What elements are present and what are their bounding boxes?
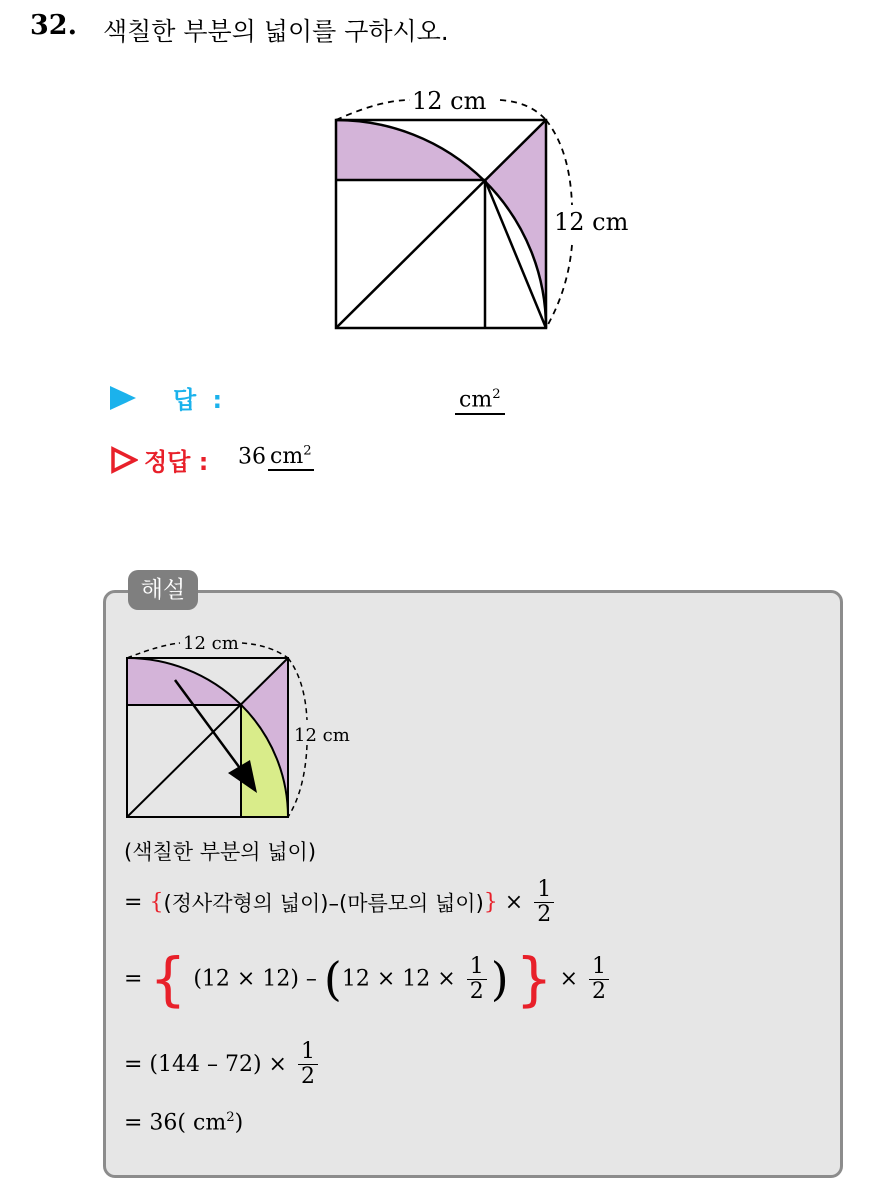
fraction-denominator: 2 xyxy=(469,978,484,1004)
solution-line-3 xyxy=(124,945,613,1013)
fraction-numerator: 1 xyxy=(467,955,487,980)
solution-top-label: 12 cm xyxy=(183,633,239,654)
correct-number: 36 xyxy=(238,444,266,470)
question-number: 32. xyxy=(30,10,77,41)
play-arrow-icon xyxy=(110,386,136,410)
top-label: 12 cm xyxy=(412,87,487,115)
big-open-paren: ( xyxy=(323,952,342,1006)
question-text: 색칠한 부분의 넓이를 구하시오. xyxy=(103,17,449,46)
solution-line-5 xyxy=(124,1110,243,1135)
side-label: 12 cm xyxy=(554,208,629,236)
outline-arrow-icon xyxy=(110,446,138,474)
fraction-denominator: 2 xyxy=(537,902,552,927)
solution-line-3-a: (12 × 12) – xyxy=(193,966,317,992)
solution-shaded-top xyxy=(127,658,241,705)
solution-side-label: 12 cm xyxy=(294,725,350,746)
solution-line-1: (색칠한 부분의 넓이) xyxy=(124,840,317,864)
fraction-denominator: 2 xyxy=(592,978,607,1004)
solution-figure xyxy=(120,625,380,825)
answer-unit-text: cm xyxy=(459,387,493,413)
big-close-brace: } xyxy=(515,945,553,1013)
solution-line-5-end: ) xyxy=(234,1110,244,1136)
open-brace: { xyxy=(149,890,164,915)
times-sign: × xyxy=(504,890,524,915)
solution-line-5-text: = 36( cm xyxy=(124,1110,227,1136)
solution-line-4 xyxy=(124,1040,322,1089)
solution-tag: 해설 xyxy=(128,570,198,610)
correct-label: 정답 : xyxy=(144,448,209,476)
big-close-paren: ) xyxy=(490,952,509,1006)
times-sign: × xyxy=(559,966,579,992)
big-open-brace: { xyxy=(149,945,187,1013)
fraction-numerator: 1 xyxy=(298,1040,318,1065)
solution-line-5-exp: 2 xyxy=(226,1110,235,1125)
correct-unit-text: cm xyxy=(270,444,304,470)
solution-line-2-body: (정사각형의 넓이)–(마름모의 넓이) xyxy=(163,891,484,916)
half-fraction xyxy=(467,955,487,1004)
half-fraction xyxy=(589,955,609,1004)
half-fraction xyxy=(534,878,554,927)
fraction-denominator: 2 xyxy=(301,1064,315,1089)
answer-row xyxy=(110,380,610,416)
problem-figure xyxy=(300,80,660,350)
solution-line-4-text: = (144 – 72) × xyxy=(124,1052,287,1077)
fraction-numerator: 1 xyxy=(589,955,609,980)
shaded-top-region xyxy=(336,120,485,180)
fraction-numerator: 1 xyxy=(534,878,554,903)
correct-unit-exp: 2 xyxy=(303,444,312,459)
close-brace: } xyxy=(483,890,498,915)
correct-value xyxy=(238,444,314,469)
equals-sign: = xyxy=(124,890,143,915)
solution-line-3-b: 12 × 12 × xyxy=(341,966,456,992)
solution-line-2 xyxy=(124,878,558,927)
answer-label: 답 : xyxy=(173,386,227,414)
answer-unit-exp: 2 xyxy=(492,387,501,402)
correct-unit xyxy=(268,444,314,471)
answer-unit[interactable] xyxy=(455,382,505,415)
correct-answer-row xyxy=(110,442,610,478)
equals-sign: = xyxy=(124,966,143,992)
half-fraction xyxy=(298,1040,318,1089)
